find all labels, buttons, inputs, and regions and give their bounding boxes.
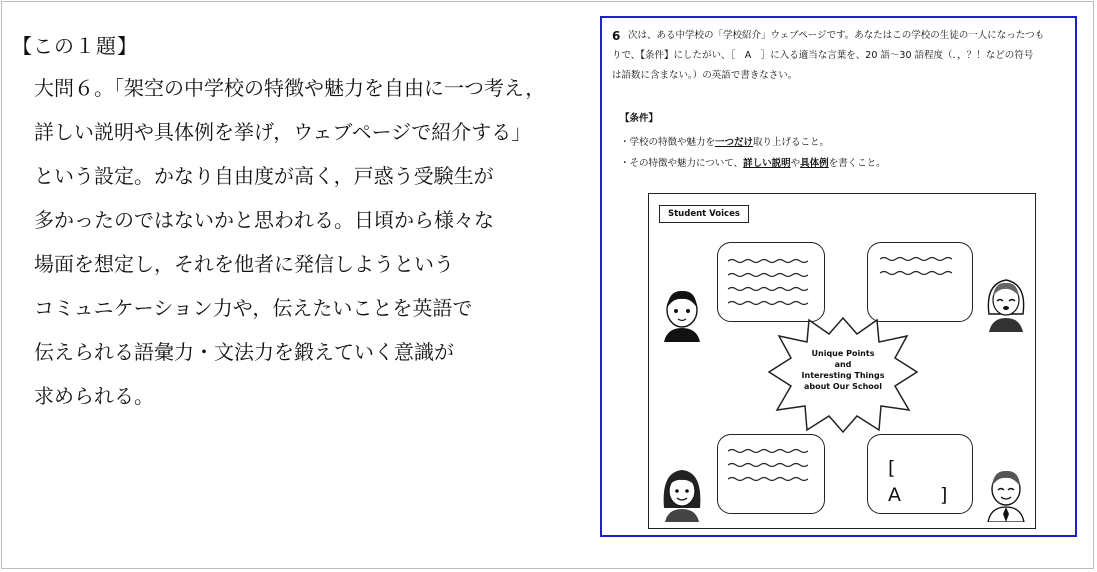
conditions-list xyxy=(620,132,886,174)
student-boy-icon xyxy=(983,464,1029,522)
commentary-line: 詳しい説明や具体例を挙げ，ウェブページで紹介する」 xyxy=(34,120,532,144)
student-boy-icon xyxy=(659,286,705,342)
student-voices-label: Student Voices xyxy=(659,205,749,223)
condition-1: ・学校の特徴や魅力を一つだけ取り上げること。 xyxy=(620,137,830,148)
commentary-line: 多かったのではないかと思われる。日頃から様々な xyxy=(34,208,494,232)
conditions-heading: 【条件】 xyxy=(620,113,659,124)
commentary-line: 求められる。 xyxy=(34,384,154,408)
placeholder-lines xyxy=(868,243,972,321)
question-block xyxy=(612,26,1068,86)
student-girl-icon xyxy=(659,464,705,522)
question-line: は語数に含まない。）の英語で書きなさい。 xyxy=(612,70,798,81)
speech-bubble-bottom-left xyxy=(717,434,825,514)
answer-box-a xyxy=(867,434,973,514)
placeholder-lines xyxy=(718,435,824,513)
question-line: 次は、ある中学校の「学校紹介」ウェブページです。あなたはこの学校の生徒の一人になったつも xyxy=(628,30,1045,41)
question-line: りで、【条件】にしたがい、［ A ］に入る適当な言葉を、20 語～30 語程度（．，？！などの符号 xyxy=(612,50,1034,61)
condition-2: ・その特徴や魅力について、詳しい説明や具体例を書くこと。 xyxy=(620,158,886,169)
placeholder-lines xyxy=(718,243,824,321)
commentary-line: 場面を想定し，それを他者に発信しようという xyxy=(34,252,454,276)
commentary-line: 伝えられる語彙力・文法力を鍛えていく意識が xyxy=(34,340,454,364)
commentary-line: という設定。かなり自由度が高く，戸惑う受験生が xyxy=(34,164,494,188)
student-girl-icon xyxy=(983,274,1029,332)
exam-question-panel xyxy=(600,16,1077,537)
illustration xyxy=(648,193,1036,529)
speech-bubble-top-left xyxy=(717,242,825,322)
center-caption: Unique Points and Interesting Things about Our School xyxy=(801,349,885,391)
answer-placeholder: [ A ] xyxy=(888,457,958,506)
question-number: 6 xyxy=(612,29,621,43)
speech-bubble-top-right xyxy=(867,242,973,322)
section-title: 【この１題】 xyxy=(12,34,138,58)
commentary-text xyxy=(34,70,594,422)
commentary-line: コミュニケーション力や，伝えたいことを英語で xyxy=(34,296,473,320)
commentary-line: 大問６。「架空の中学校の特徴や魅力を自由に一つ考え， xyxy=(34,76,546,100)
